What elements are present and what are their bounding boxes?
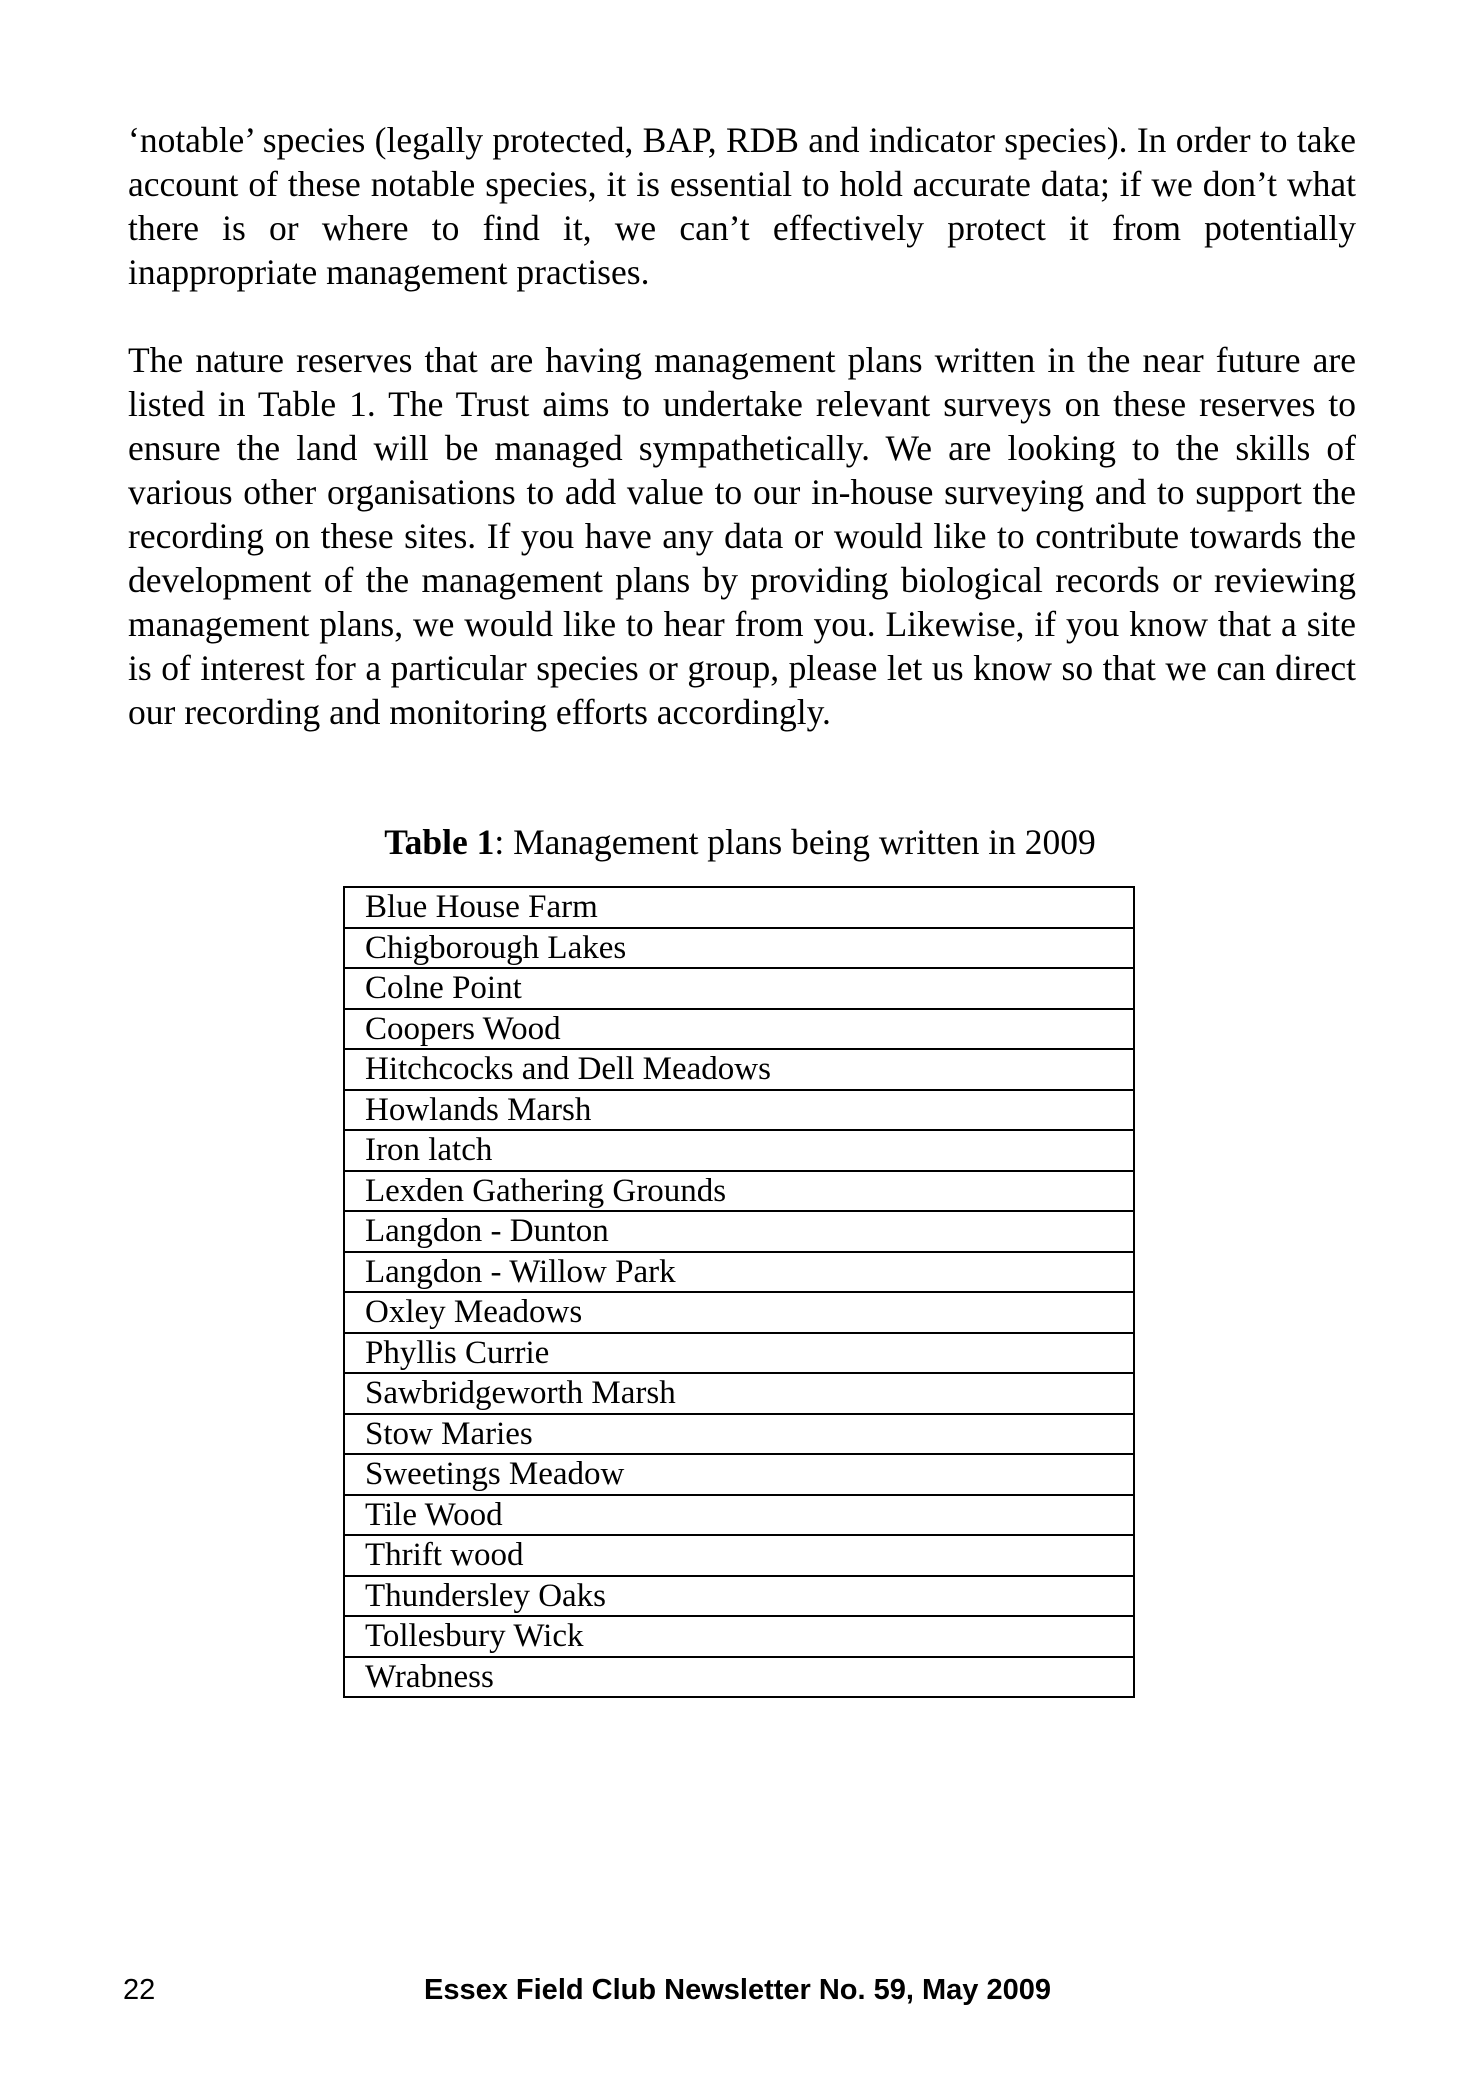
table-cell: Langdon - Dunton [344, 1211, 1134, 1252]
page-number: 22 [123, 1974, 156, 2006]
table-row [344, 1130, 1134, 1171]
table-cell: Lexden Gathering Grounds [344, 1171, 1134, 1212]
table-row [344, 887, 1134, 928]
table-cell: Howlands Marsh [344, 1090, 1134, 1131]
table-cell: Chigborough Lakes [344, 928, 1134, 969]
table-row [344, 1333, 1134, 1374]
table-cell: Thundersley Oaks [344, 1576, 1134, 1617]
table-row [344, 1535, 1134, 1576]
table-cell: Sawbridgeworth Marsh [344, 1373, 1134, 1414]
body-paragraph-notable-species: ‘notable’ species (legally protected, BAP, RDB and indicator species). In order to take account of these notable species, it is essential to hold accurate data; if we don’t what there is or where to find it, we can’t effectively protect it from potentially inappropriate management practises. [128, 120, 1356, 292]
table-cell: Thrift wood [344, 1535, 1134, 1576]
table-row [344, 1454, 1134, 1495]
table-cell: Sweetings Meadow [344, 1454, 1134, 1495]
table-row [344, 1049, 1134, 1090]
table-caption-text: : Management plans being written in 2009 [494, 822, 1096, 862]
table-row [344, 1252, 1134, 1293]
management-plans-table [343, 886, 1135, 1698]
table-cell: Iron latch [344, 1130, 1134, 1171]
table-cell: Stow Maries [344, 1414, 1134, 1455]
table-cell: Coopers Wood [344, 1009, 1134, 1050]
table-row [344, 1171, 1134, 1212]
table-row [344, 1576, 1134, 1617]
table-row [344, 1090, 1134, 1131]
table-row [344, 1616, 1134, 1657]
table-row [344, 1495, 1134, 1536]
table-cell: Hitchcocks and Dell Meadows [344, 1049, 1134, 1090]
table-cell: Tollesbury Wick [344, 1616, 1134, 1657]
table-cell: Phyllis Currie [344, 1333, 1134, 1374]
table-caption [0, 820, 1480, 864]
table-row [344, 928, 1134, 969]
table-row [344, 968, 1134, 1009]
table-row [344, 1009, 1134, 1050]
table-cell: Tile Wood [344, 1495, 1134, 1536]
publication-footer: Essex Field Club Newsletter No. 59, May 2009 [424, 1974, 1051, 2006]
table-cell: Colne Point [344, 968, 1134, 1009]
table-cell: Oxley Meadows [344, 1292, 1134, 1333]
table-row [344, 1373, 1134, 1414]
table-row [344, 1414, 1134, 1455]
table-caption-label: Table 1 [384, 822, 495, 862]
table-cell: Langdon - Willow Park [344, 1252, 1134, 1293]
table-cell: Wrabness [344, 1657, 1134, 1698]
table-cell: Blue House Farm [344, 887, 1134, 928]
table-row [344, 1211, 1134, 1252]
table-row [344, 1292, 1134, 1333]
body-paragraph-nature-reserves: The nature reserves that are having management plans written in the near future are listed in Table 1. The Trust aims to undertake relevant surveys on these reserves to ensure the land will be managed sympathetically. We are looking to the skills of various other organisations to add value to our in-house surveying and to support the recording on these sites. If you have any data or would like to contribute towards the development of the management plans by providing biological records or reviewing management plans, we would like to hear from you. Likewise, if you know that a site is of interest for a particular species or group, please let us know so that we can direct our recording and monitoring efforts accordingly. [128, 340, 1356, 732]
table-row [344, 1657, 1134, 1698]
